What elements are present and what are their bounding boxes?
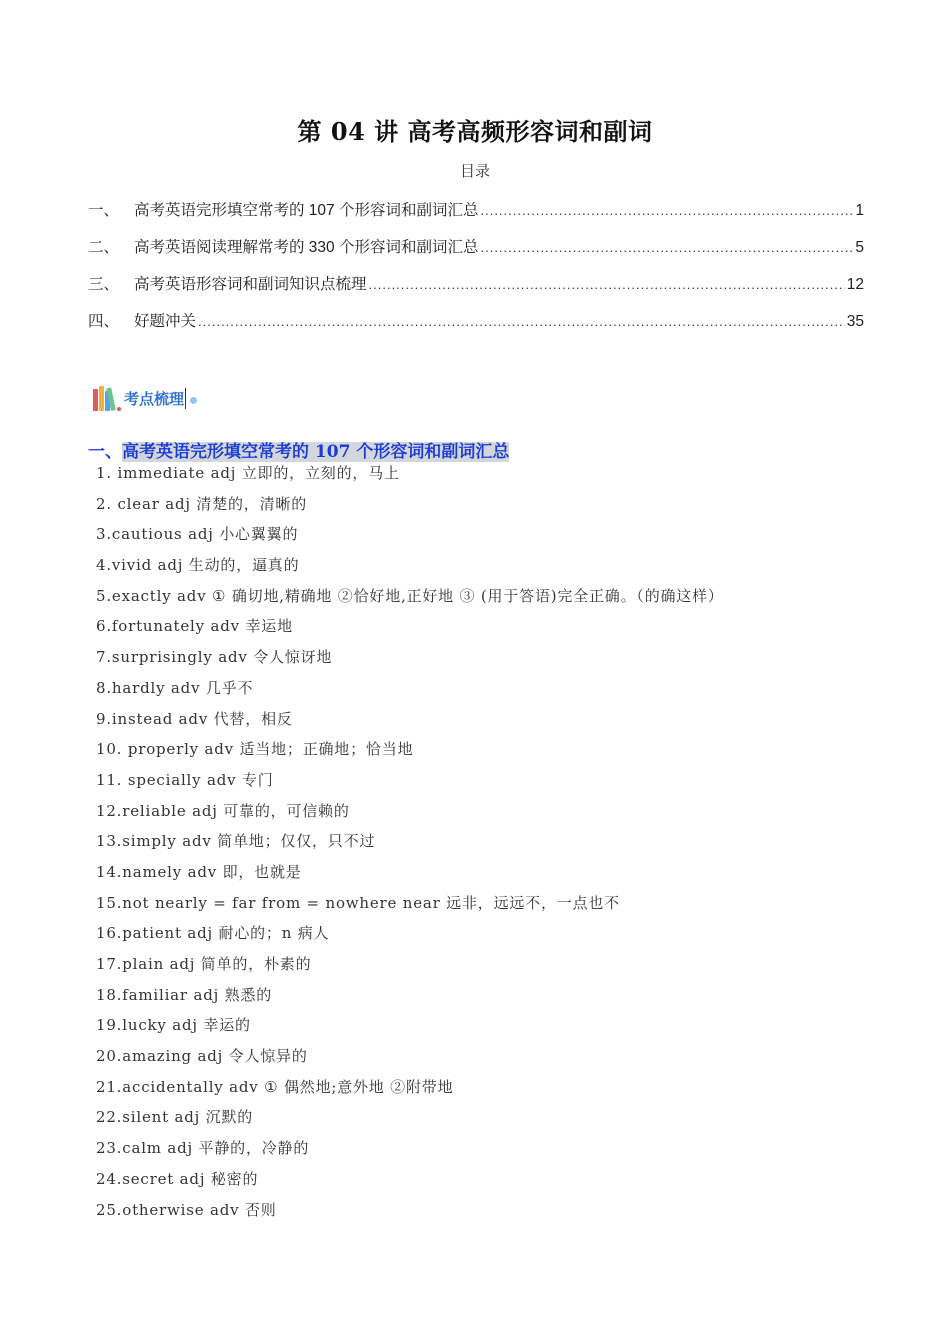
- list-item: 15.not nearly = far from = nowhere near 远非，远远不，一点也不: [96, 893, 620, 912]
- list-item: 11. specially adv 专门: [96, 770, 274, 789]
- list-item: 21.accidentally adv ① 偶然地;意外地 ②附带地: [96, 1077, 454, 1096]
- list-item: 20.amazing adj 令人惊异的: [96, 1047, 308, 1066]
- toc-leader-dots: [198, 314, 845, 329]
- toc-entry-page: 1: [855, 202, 864, 219]
- toc-heading: 目录: [459, 162, 490, 180]
- section-badge: [92, 383, 197, 413]
- list-item: 7.surprisingly adv 令人惊讶地: [96, 648, 333, 667]
- list-item: 8.hardly adv 几乎不: [96, 678, 254, 697]
- section-number: 一、: [88, 442, 122, 462]
- list-item: 19.lucky adj 幸运的: [96, 1016, 251, 1035]
- list-item: 22.silent adj 沉默的: [96, 1108, 254, 1127]
- list-item: 23.calm adj 平静的，冷静的: [96, 1139, 310, 1158]
- badge-label: 考点梳理: [124, 389, 185, 408]
- toc-entry-page: 5: [855, 239, 864, 256]
- list-item: 3.cautious adj 小心翼翼的: [96, 525, 299, 544]
- toc-entry-title: 高考英语阅读理解常考的 330 个形容词和副词汇总: [134, 239, 479, 256]
- toc-entry-number: 三、: [88, 276, 120, 293]
- list-item: 5.exactly adv ① 确切地,精确地 ②恰好地,正好地 ③ (用于答语)完全正确。（的确这样）: [96, 586, 724, 605]
- list-item: 25.otherwise adv 否则: [96, 1200, 277, 1219]
- list-item: 13.simply adv 简单地；仅仅，只不过: [96, 832, 376, 851]
- list-item: 12.reliable adj 可靠的，可信赖的: [96, 801, 350, 820]
- section-title: 高考英语完形填空常考的 107 个形容词和副词汇总: [122, 442, 510, 462]
- list-item: 6.fortunately adv 幸运地: [96, 617, 293, 636]
- toc-entry[interactable]: [88, 235, 864, 272]
- list-item: 4.vivid adj 生动的，逼真的: [96, 556, 300, 575]
- toc-entry[interactable]: [88, 309, 864, 346]
- books-icon: [92, 385, 122, 411]
- list-item: 24.secret adj 秘密的: [96, 1169, 259, 1188]
- toc-leader-dots: [369, 277, 845, 292]
- page-title: 第 04 讲 高考高频形容词和副词: [297, 117, 653, 146]
- toc-entry-title: 高考英语完形填空常考的 107 个形容词和副词汇总: [134, 202, 479, 219]
- vocabulary-list: [96, 460, 896, 1227]
- toc-leader-dots: [480, 203, 853, 218]
- section-heading: [88, 437, 509, 462]
- toc-entry-number: 一、: [88, 202, 120, 219]
- list-item: 9.instead adv 代替，相反: [96, 709, 293, 728]
- dot-icon: [190, 397, 197, 404]
- toc-entry-title: 高考英语形容词和副词知识点梳理: [134, 276, 367, 293]
- list-item: 10. properly adv 适当地；正确地；恰当地: [96, 740, 414, 759]
- toc-entry-page: 12: [846, 276, 864, 293]
- list-item: 18.familiar adj 熟悉的: [96, 985, 273, 1004]
- toc-entry[interactable]: [88, 272, 864, 309]
- toc-entry-page: 35: [846, 313, 864, 330]
- list-item: 17.plain adj 简单的，朴素的: [96, 955, 312, 973]
- toc-entry[interactable]: [88, 198, 864, 235]
- list-item: 16.patient adj 耐心的；n 病人: [96, 924, 330, 943]
- toc-entry-title: 好题冲关: [134, 313, 197, 330]
- list-item: 1. immediate adj 立即的，立刻的，马上: [96, 464, 400, 482]
- toc-leader-dots: [480, 240, 853, 255]
- table-of-contents: [88, 198, 864, 346]
- list-item: 14.namely adv 即，也就是: [96, 862, 302, 881]
- toc-entry-number: 四、: [88, 313, 120, 330]
- list-item: 2. clear adj 清楚的，清晰的: [96, 494, 308, 513]
- toc-entry-number: 二、: [88, 239, 120, 256]
